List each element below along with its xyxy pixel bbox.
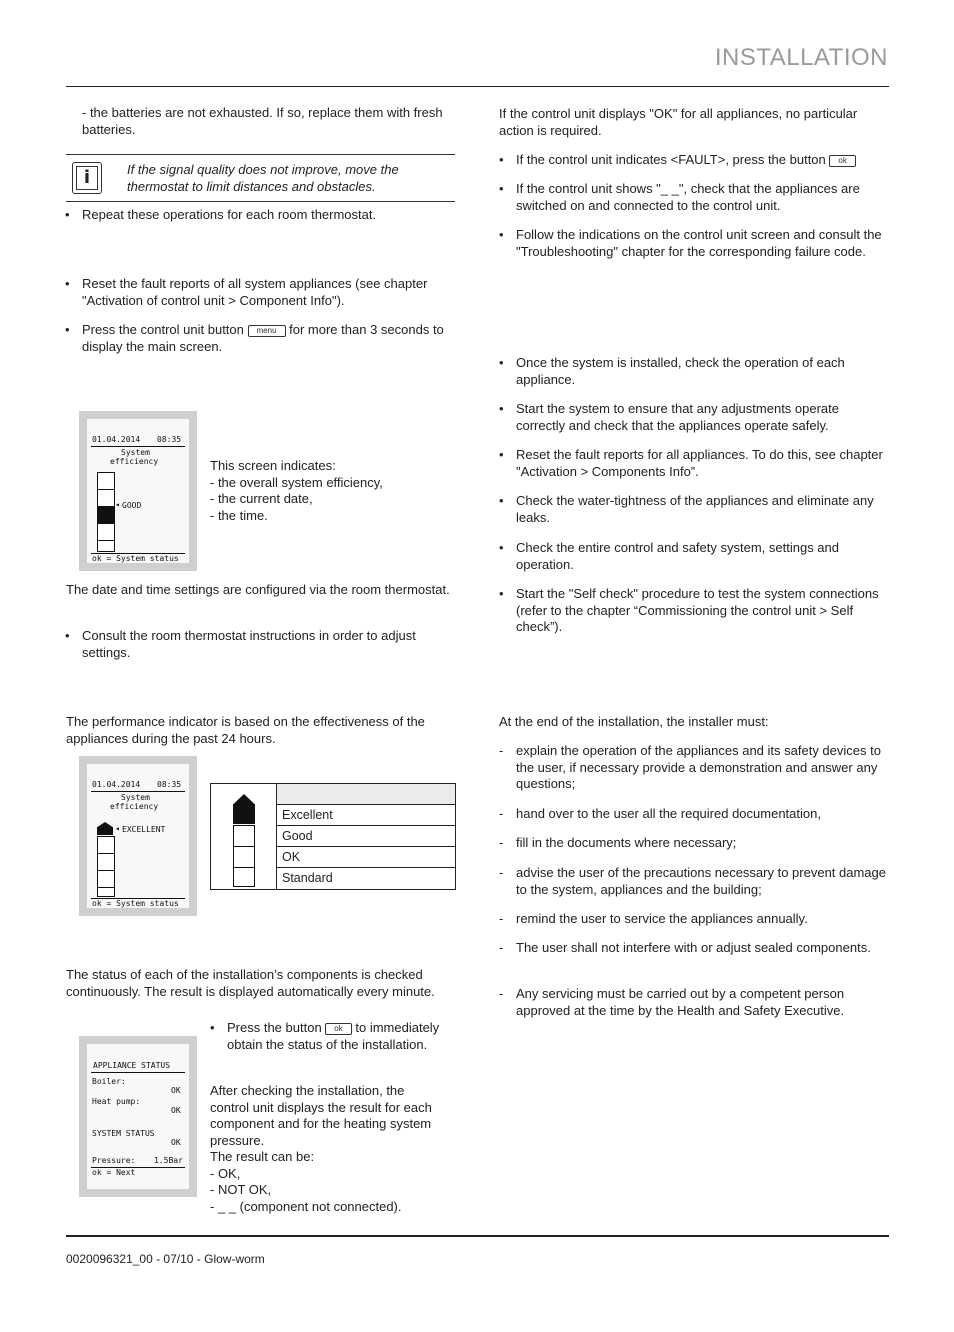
list-item: • Start the "Self check" procedure to test the system connections (refer to the chapter “Commissioning the control unit > Self check”). <box>499 586 879 634</box>
footer-text: 0020096321_00 - 07/10 - Glow-worm <box>66 1252 265 1266</box>
page-header-title: INSTALLATION <box>714 44 888 71</box>
excellent-screen-image: 01.04.2014 08:35 System efficiency ◂ EXCELLENT ok = System status <box>79 756 197 916</box>
level-indicator-standard <box>233 867 255 887</box>
footer-rule <box>66 1235 889 1237</box>
list-item: • Check the water-tightness of the appliances and eliminate any leaks. <box>499 493 874 525</box>
menu-key: menu <box>248 325 286 337</box>
list-item: • If the control unit shows "_ _", check that the appliances are switched on and connected to the control unit. <box>499 181 860 213</box>
list-item: • Reset the fault reports of all system appliances (see chapter "Activation of control unit > Component Info"). <box>65 276 428 308</box>
performance-text: The performance indicator is based on the effectiveness of the appliances during the past 24 hours. <box>66 714 425 746</box>
screen-description: This screen indicates: - the overall system efficiency, - the current date, - the time. <box>210 458 383 523</box>
batteries-text: - the batteries are not exhausted. If so, replace them with fresh batteries. <box>82 105 443 137</box>
appliance-status-screen-image: APPLIANCE STATUS Boiler: OK Heat pump: OK SYSTEM STATUS OK Pressure: 1.5Bar ok = Next <box>79 1036 197 1197</box>
list-item: • Start the system to ensure that any adjustments operate correctly and check that the appliances operate safely. <box>499 401 840 433</box>
result-text: After checking the installation, the control unit displays the result for each component and for the heating system pressure. The result can be: - OK, - NOT OK, - _ _ (component not connected). <box>210 1083 432 1214</box>
list-item: • Press the control unit button menu for more than 3 seconds to display the main screen. <box>65 322 444 354</box>
list-item: - Any servicing must be carried out by a competent person approved at the time by the Health and Safety Executive. <box>499 986 845 1018</box>
performance-levels-table <box>210 783 456 890</box>
level-indicator-excellent <box>233 794 255 824</box>
ok-key: ok <box>325 1023 351 1035</box>
info-note <box>66 154 455 202</box>
list-item: • Consult the room thermostat instructions in order to adjust settings. <box>65 628 416 660</box>
list-item: - fill in the documents where necessary; <box>499 835 737 850</box>
list-item: - The user shall not interfere with or adjust sealed components. <box>499 940 871 955</box>
ok-key: ok <box>829 155 855 167</box>
table-header <box>277 784 455 805</box>
list-item: • Check the entire control and safety system, settings and operation. <box>499 540 840 572</box>
end-intro-text: At the end of the installation, the installer must: <box>499 714 769 729</box>
list-item: - explain the operation of the appliances and its safety devices to the user, if necessary provide a demonstration and answer any questions; <box>499 743 881 791</box>
list-item: • If the control unit indicates <FAULT>, press the button ok <box>516 152 889 169</box>
list-item: • Repeat these operations for each room thermostat. <box>65 207 377 222</box>
list-item: - hand over to the user all the required documentation, <box>499 806 821 821</box>
list-item: • Once the system is installed, check the operation of each appliance. <box>499 355 845 387</box>
table-row: OK <box>277 847 455 868</box>
list-item: - remind the user to service the appliances annually. <box>499 911 808 926</box>
list-item: • Press the button ok to immediately obtain the status of the installation. <box>210 1020 440 1052</box>
header-rule <box>66 86 889 87</box>
date-time-text: The date and time settings are configured via the room thermostat. <box>66 582 450 597</box>
list-item: - advise the user of the precautions necessary to prevent damage to the system, appliances and the building; <box>499 865 886 897</box>
note-text: If the signal quality does not improve, move the thermostat to limit distances and obstacles. <box>127 162 399 194</box>
list-item: • Reset the fault reports for all appliances. To do this, see chapter "Activation > Components Info”. <box>499 447 883 479</box>
level-indicator-ok <box>233 846 255 868</box>
info-icon: i <box>72 162 102 194</box>
status-intro-text: The status of each of the installation’s components is checked continuously. The result is displayed automatically every minute. <box>66 967 435 999</box>
list-item: • Follow the indications on the control unit screen and consult the "Troubleshooting" chapter for the corresponding failure code. <box>499 227 882 259</box>
efficiency-screen-image: 01.04.2014 08:35 System efficiency ◂ GOOD ok = System status <box>79 411 197 571</box>
table-row: Standard <box>282 871 333 885</box>
table-row: Good <box>277 826 455 847</box>
table-row: Excellent <box>277 805 455 826</box>
level-indicator-good <box>233 825 255 847</box>
ok-all-text: If the control unit displays "OK" for all appliances, no particular action is required. <box>499 106 858 138</box>
